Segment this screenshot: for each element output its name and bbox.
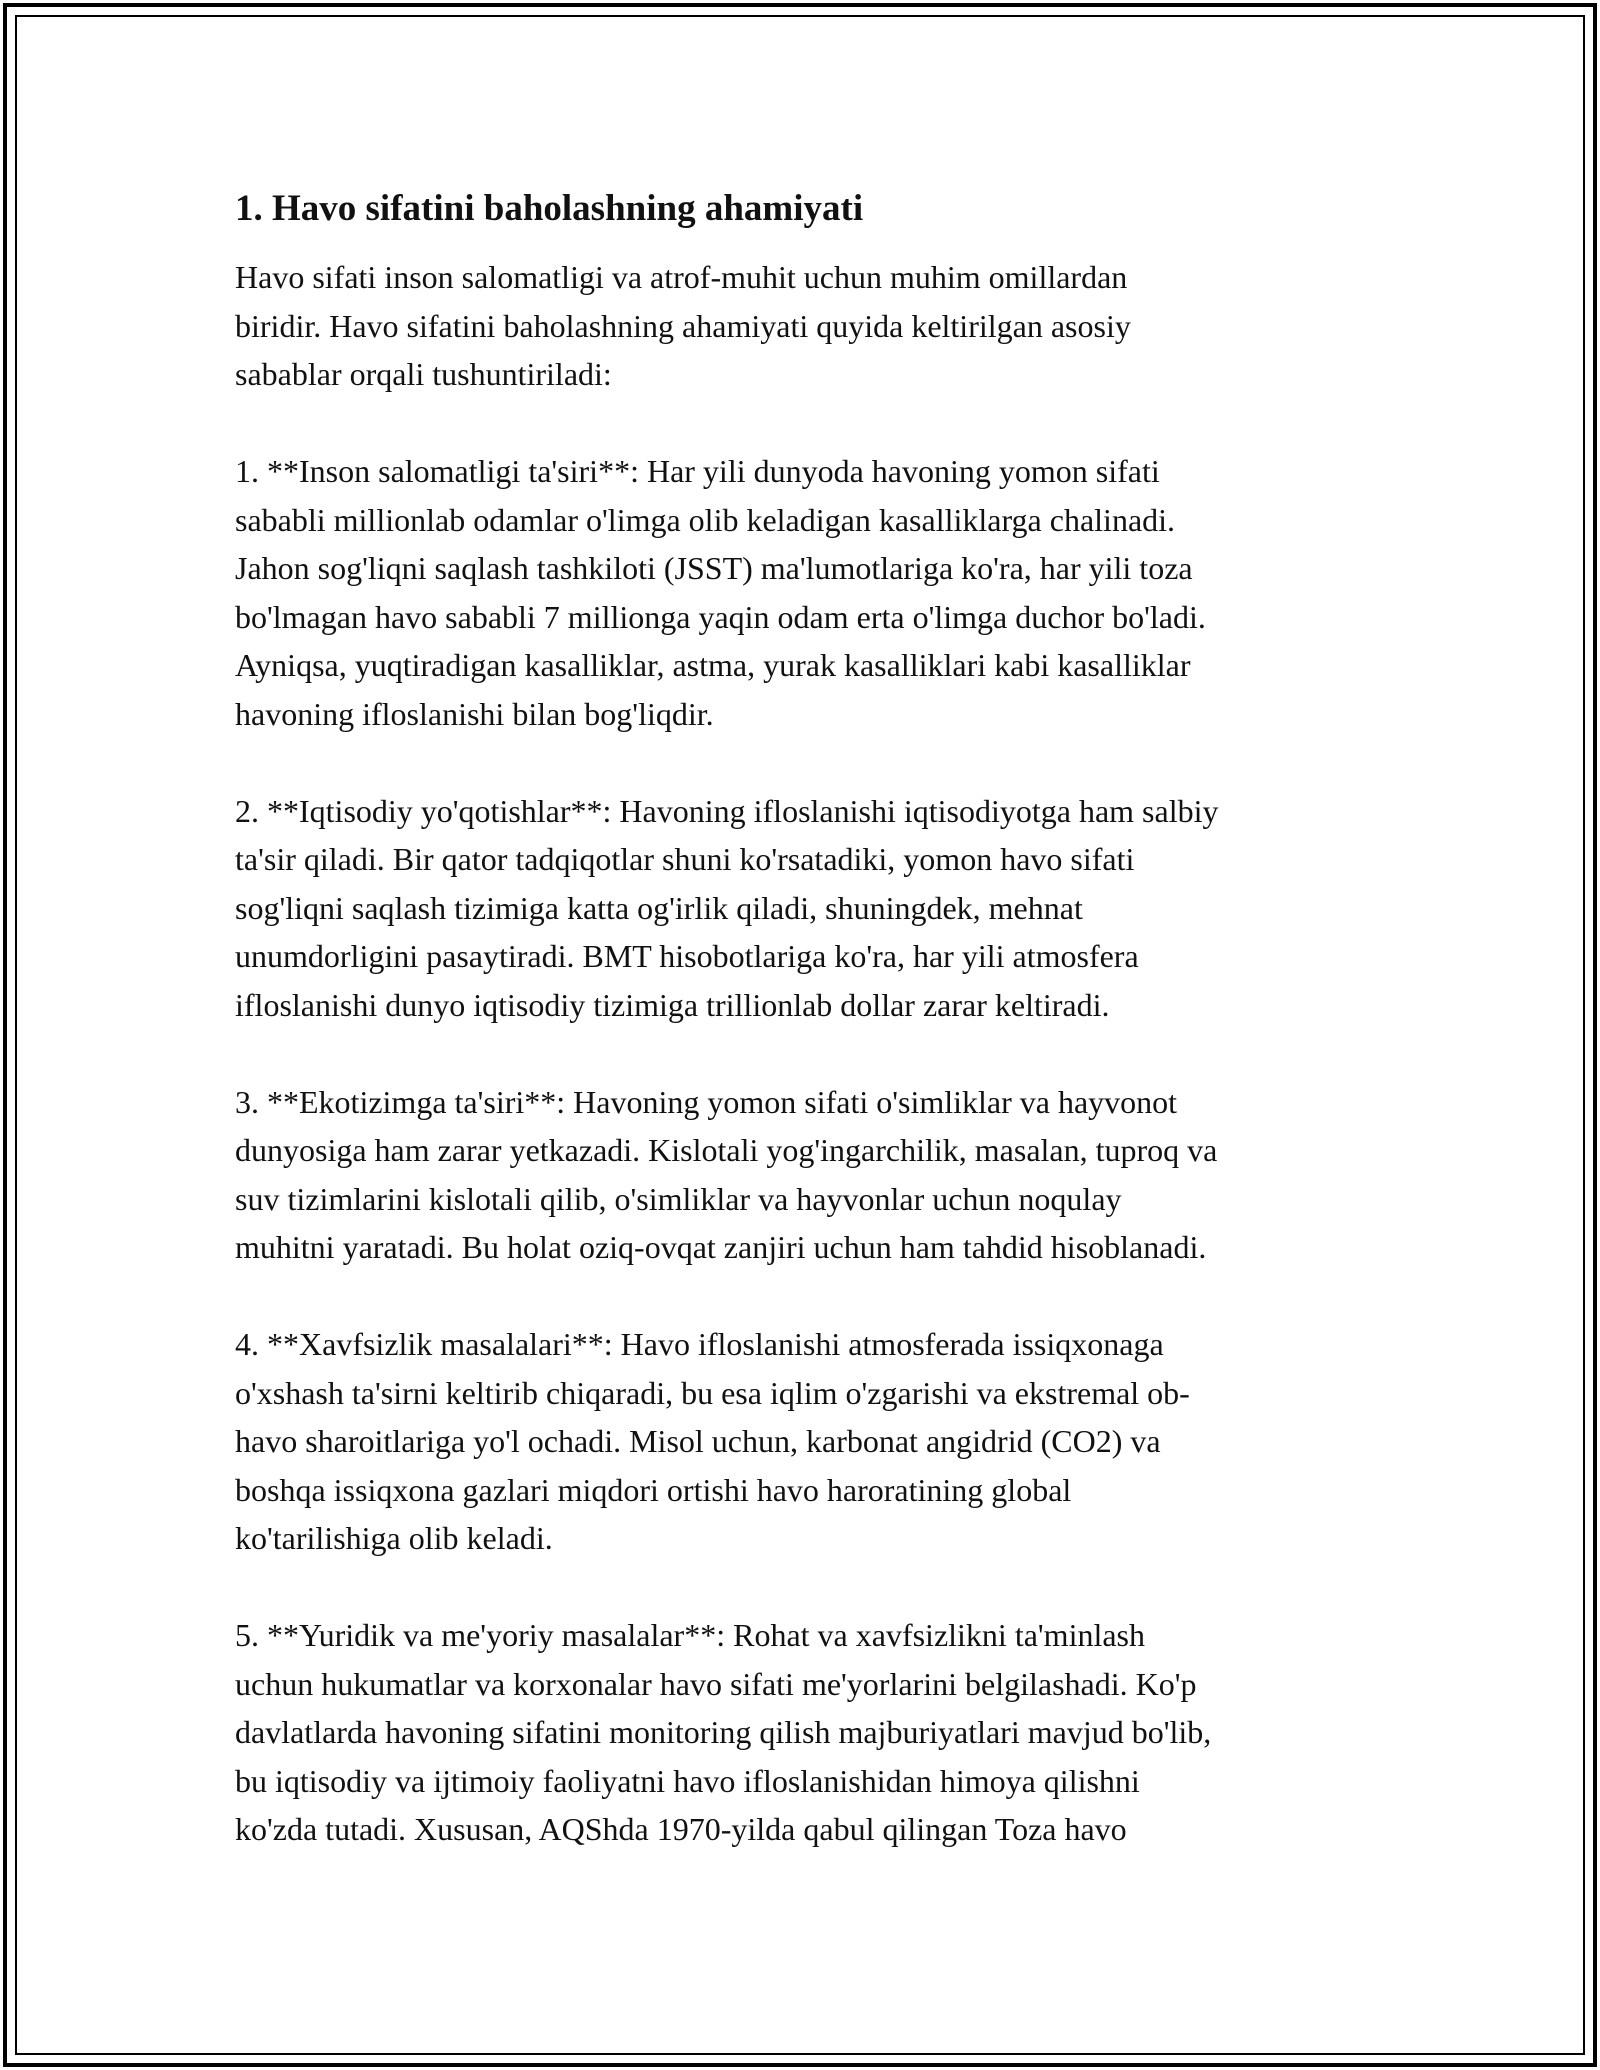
text-line: ta'sir qiladi. Bir qator tadqiqotlar shuni ko'rsatadiki, yomon havo sifati	[235, 841, 1135, 877]
text-line: 2. **Iqtisodiy yo'qotishlar**: Havoning ifloslanishi iqtisodiyotga ham salbiy	[235, 792, 1219, 829]
text-line: suv tizimlarini kislotali qilib, o'simliklar va hayvonlar uchun noqulay	[235, 1180, 1122, 1217]
text-line: dunyosiga ham zarar yetkazadi. Kislotali yog'ingarchilik, masalan, tuproq va	[235, 1132, 1218, 1168]
document-body	[235, 183, 1370, 1902]
text-line: 4. **Xavfsizlik masalalari**: Havo ifloslanishi atmosferada issiqxonaga	[235, 1326, 1164, 1362]
text-line: havo sharoitlariga yo'l ochadi. Misol uchun, karbonat angidrid (CO2) va	[235, 1423, 1161, 1459]
paragraph-item-5	[235, 1611, 1370, 1854]
paragraph-item-1	[235, 447, 1370, 738]
section-heading: 1. Havo sifatini baholashning ahamiyati	[235, 188, 864, 229]
text-line: sabablar orqali tushuntiriladi:	[235, 356, 612, 392]
text-line: biridir. Havo sifatini baholashning ahamiyati quyida keltirilgan asosiy	[235, 307, 1131, 344]
text-line: bo'lmagan havo sababli 7 millionga yaqin odam erta o'limga duchor bo'ladi.	[235, 598, 1206, 635]
paragraph-item-3	[235, 1078, 1370, 1272]
text-line: Jahon sog'liqni saqlash tashkiloti (JSST) ma'lumotlariga ko'ra, har yili toza	[235, 550, 1193, 586]
text-line: muhitni yaratadi. Bu holat oziq-ovqat zanjiri uchun ham tahdid hisoblanadi.	[235, 1229, 1207, 1265]
text-line: ifloslanishi dunyo iqtisodiy tizimiga trillionlab dollar zarar keltiradi.	[235, 986, 1110, 1023]
text-line: bu iqtisodiy va ijtimoiy faoliyatni havo ifloslanishidan himoya qilishni	[235, 1762, 1140, 1799]
text-line: davlatlarda havoning sifatini monitoring qilish majburiyatlari mavjud bo'lib,	[235, 1714, 1212, 1750]
text-line: 1. **Inson salomatligi ta'siri**: Har yili dunyoda havoning yomon sifati	[235, 453, 1160, 489]
text-line: 3. **Ekotizimga ta'siri**: Havoning yomon sifati o'simliklar va hayvonot	[235, 1083, 1178, 1120]
paragraph-intro	[235, 253, 1370, 399]
text-line: boshqa issiqxona gazlari miqdori ortishi havo haroratining global	[235, 1471, 1072, 1508]
text-line: o'xshash ta'sirni keltirib chiqaradi, bu esa iqlim o'zgarishi va ekstremal ob-	[235, 1374, 1190, 1411]
text-line: unumdorligini pasaytiradi. BMT hisobotlariga ko'ra, har yili atmosfera	[235, 938, 1139, 974]
text-line: sababli millionlab odamlar o'limga olib keladigan kasalliklarga chalinadi.	[235, 501, 1176, 538]
paragraph-item-2	[235, 787, 1370, 1030]
text-line: Havo sifati inson salomatligi va atrof-muhit uchun muhim omillardan	[235, 259, 1128, 295]
text-line: sog'liqni saqlash tizimiga katta og'irlik qiladi, shuningdek, mehnat	[235, 889, 1083, 926]
text-line: ko'tarilishiga olib keladi.	[235, 1520, 553, 1556]
text-line: 5. **Yuridik va me'yoriy masalalar**: Rohat va xavfsizlikni ta'minlash	[235, 1617, 1145, 1653]
text-line: ko'zda tutadi. Xususan, AQShda 1970-yilda qabul qilingan Toza havo	[235, 1811, 1127, 1847]
paragraph-item-4	[235, 1320, 1370, 1563]
text-line: uchun hukumatlar va korxonalar havo sifati me'yorlarini belgilashadi. Ko'p	[235, 1665, 1197, 1702]
text-line: Ayniqsa, yuqtiradigan kasalliklar, astma, yurak kasalliklari kabi kasalliklar	[235, 647, 1191, 683]
text-line: havoning ifloslanishi bilan bog'liqdir.	[235, 695, 714, 732]
